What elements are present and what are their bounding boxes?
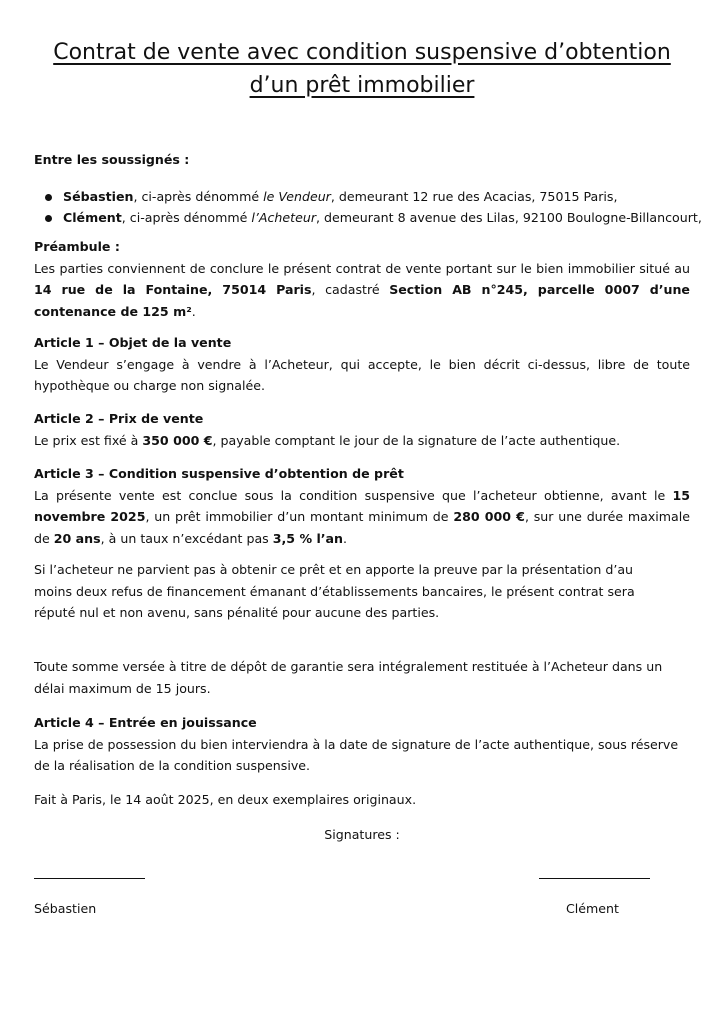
- buyer-text: , ci-après dénommé: [121, 210, 252, 225]
- article-3-text: , sur une durée maximale de: [34, 509, 690, 546]
- article-3-text: .: [343, 530, 348, 546]
- article-3-text: , à un taux n’excédant pas: [100, 530, 273, 546]
- article-3-text: La présente vente est conclue sous la condition suspensive que l’acheteur obtienne, avant le: [34, 487, 673, 503]
- seller-role: le Vendeur: [263, 188, 331, 204]
- buyer-address: , demeurant 8 avenue des Lilas, 92100 Boulogne-Billancourt,: [316, 210, 702, 225]
- seller-address: , demeurant 12 rue des Acacias, 75015 Paris,: [330, 188, 618, 204]
- cadastre-reference: Section AB n°245, parcelle 0007 d’une contenance de 125 m²: [34, 282, 690, 319]
- article-2: [34, 408, 690, 451]
- article-4: [34, 712, 690, 777]
- article-3-paragraph-2: Si l’acheteur ne parvient pas à obtenir ce prêt et en apporte la preuve par la présentation d’au moins deux refus de financement émanant d’établissements bancaires, le présent contrat sera réputé nul et non avenu, sans pénalité pour aucune des parties.: [34, 562, 635, 620]
- parties-section: [34, 149, 702, 229]
- parties-heading: Entre les soussignés :: [34, 152, 190, 167]
- buyer-role: l’Acheteur: [251, 210, 317, 225]
- buyer-signature-line: [539, 878, 650, 879]
- property-address: 14 rue de la Fontaine, 75014 Paris: [34, 282, 312, 297]
- document-title: [0, 36, 724, 102]
- article-3: [34, 463, 690, 549]
- loan-rate: 3,5 % l’an: [272, 530, 344, 546]
- buyer-signature-name: Clément: [566, 901, 619, 916]
- seller-signature-line: [34, 878, 145, 879]
- sale-price: 350 000 €: [142, 432, 213, 448]
- article-2-heading: Article 2 – Prix de vente: [34, 411, 204, 426]
- article-4-text: La prise de possession du bien interviendra à la date de signature de l’acte authentique, sous réserve de la réalisation de la condition suspensive.: [34, 736, 679, 773]
- loan-deadline: 15 novembre 2025: [34, 487, 690, 524]
- signatures-heading: Signatures :: [324, 827, 400, 842]
- article-2-text: Le prix est fixé à: [34, 432, 143, 448]
- bullet-icon: [45, 215, 52, 222]
- article-2-text: , payable comptant le jour de la signature de l’acte authentique.: [212, 432, 621, 448]
- article-3-paragraph-3: Toute somme versée à titre de dépôt de garantie sera intégralement restituée à l’Acheteur dans un délai maximum de 15 jours.: [34, 659, 663, 696]
- article-1-text: Le Vendeur s’engage à vendre à l’Acheteur, qui accepte, le bien décrit ci-dessus, libre de toute hypothèque ou charge non signalée.: [34, 356, 690, 393]
- title-line-2: d’un prêt immobilier: [249, 73, 475, 98]
- party-buyer: [34, 207, 702, 229]
- article-3-text: , un prêt immobilier d’un montant minimum de: [145, 509, 454, 524]
- parties-list: [34, 186, 702, 229]
- preamble-text: Les parties conviennent de conclure le présent contrat de vente portant sur le bien immobilier situé au: [34, 260, 690, 276]
- preamble-section: [34, 236, 690, 322]
- loan-amount: 280 000 €: [453, 509, 525, 524]
- party-seller: [34, 186, 690, 208]
- buyer-name: Clément: [63, 210, 122, 225]
- loan-duration: 20 ans: [53, 530, 101, 546]
- article-1-heading: Article 1 – Objet de la vente: [34, 335, 232, 350]
- seller-name: Sébastien: [63, 188, 134, 204]
- bullet-icon: [45, 194, 52, 201]
- title-line-1: Contrat de vente avec condition suspensive d’obtention: [53, 40, 671, 65]
- seller-text: , ci-après dénommé: [133, 188, 264, 204]
- article-3-heading: Article 3 – Condition suspensive d’obtention de prêt: [34, 466, 404, 481]
- preamble-text: , cadastré: [311, 282, 390, 297]
- article-4-heading: Article 4 – Entrée en jouissance: [34, 715, 257, 730]
- preamble-text: .: [191, 303, 196, 319]
- closing-text: Fait à Paris, le 14 août 2025, en deux exemplaires originaux.: [34, 792, 417, 807]
- preamble-heading: Préambule :: [34, 239, 120, 254]
- article-1: [34, 332, 690, 397]
- seller-signature-name: Sébastien: [34, 901, 97, 916]
